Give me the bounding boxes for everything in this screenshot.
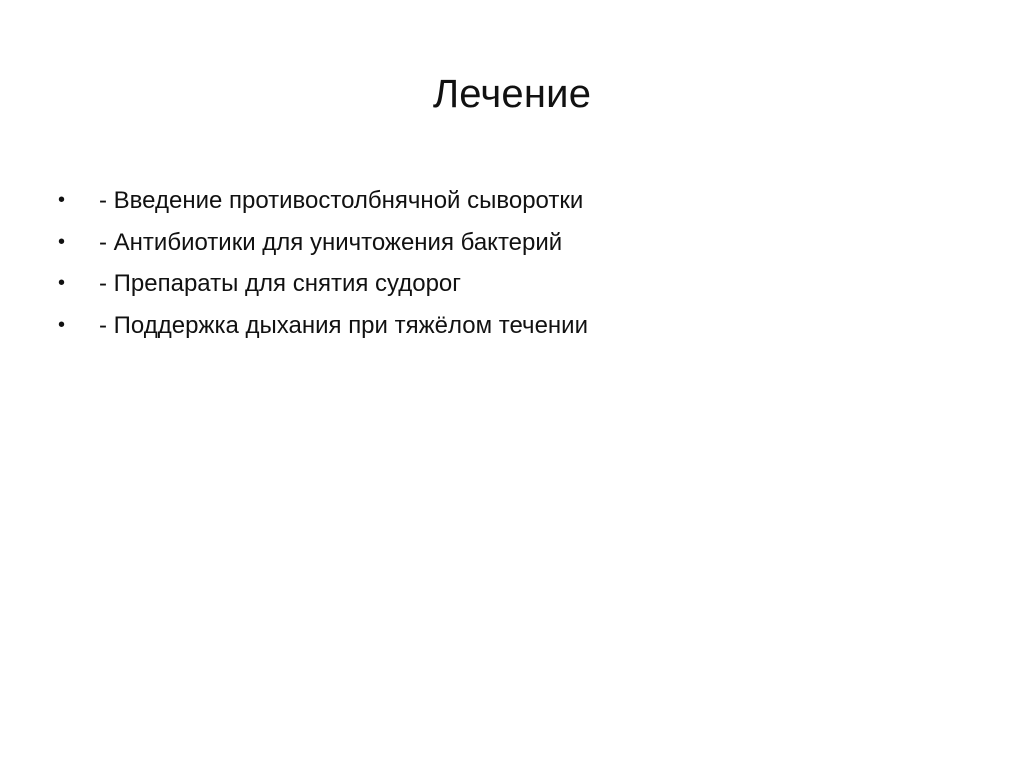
bullet-icon: • [58,230,66,253]
bullet-list [56,180,956,346]
bullet-icon: • [58,272,66,294]
slide-title: Лечение [432,72,592,116]
bullet-item [56,305,956,347]
bullet-text: - Антибиотики для уничтожения бактерий [99,228,563,256]
bullet-item [56,222,956,264]
bullet-text: - Поддержка дыхания при тяжёлом течении [99,311,588,339]
bullet-text: - Введение противостолбнячной сыворотки [99,187,584,214]
bullet-item [56,180,956,222]
bullet-text: - Препараты для снятия судорог [99,270,462,297]
bullet-icon: • [58,189,66,211]
bullet-icon: • [58,313,66,336]
bullet-item [56,263,956,305]
